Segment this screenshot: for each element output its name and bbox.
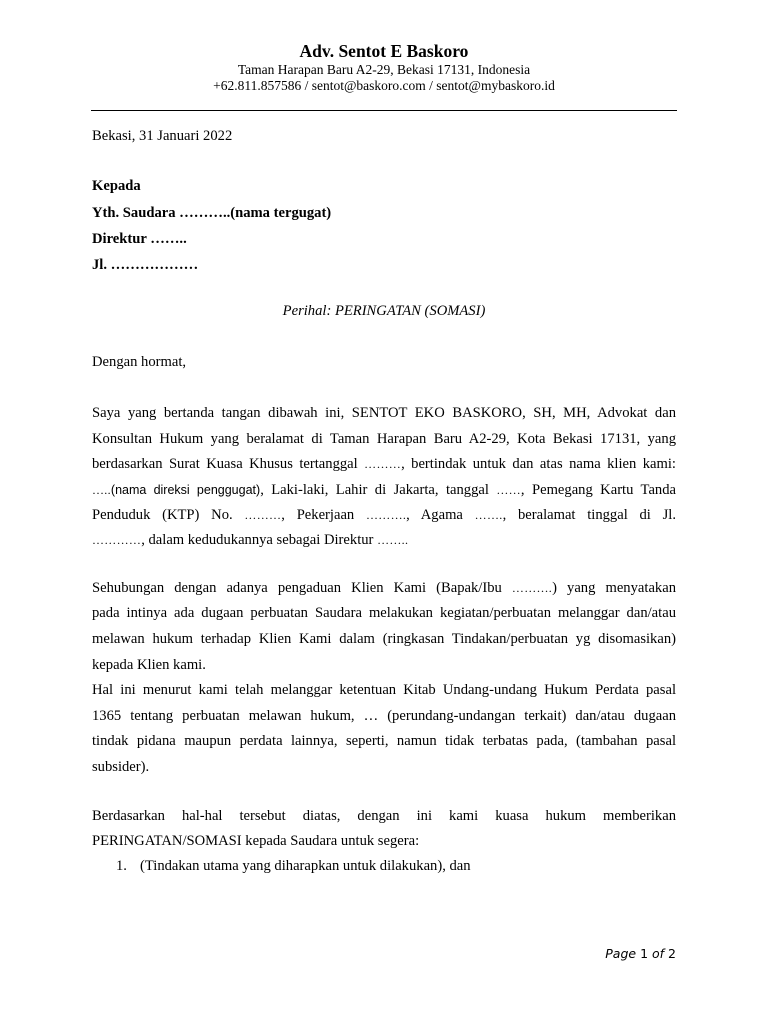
paragraph-3-line-1: Berdasarkan hal-hal tersebut diatas, dengan ini kami kuasa hukum memberikan	[92, 808, 676, 824]
paragraph-2-line-2: pada intinya ada dugaan perbuatan Saudara melakukan kegiatan/perbuatan melanggar dan/atau	[92, 605, 676, 621]
paragraph-2-line-7: tindak pidana maupun perdata lainnya, seperti, namun tidak terbatas pada, (tambahan pasal	[92, 733, 676, 749]
paragraph-2-line-3: melawan hukum terhadap Klien Kami dalam (ringkasan Tindakan/perbuatan yg disomasikan)	[92, 631, 676, 647]
paragraph-2-line-5: Hal ini menurut kami telah melanggar ketentuan Kitab Undang-undang Hukum Perdata pasal	[92, 682, 676, 698]
paragraph-1-line-5: Penduduk (KTP) No. ………, Pekerjaan ………., Agama ……., beralamat tinggal di Jl.	[92, 507, 676, 523]
page-footer	[605, 946, 676, 961]
paragraph-1-line-1: Saya yang bertanda tangan dibawah ini, SENTOT EKO BASKORO, SH, MH, Advokat dan	[92, 405, 676, 421]
date-line: Bekasi, 31 Januari 2022	[92, 128, 233, 144]
footer-page-total: 2	[668, 946, 676, 961]
letterhead	[0, 40, 768, 94]
paragraph-2-line-6: 1365 tentang perbuatan melawan hukum, … (perundang-undangan terkait) dan/atau dugaan	[92, 708, 676, 724]
paragraph-3-line-2: PERINGATAN/SOMASI kepada Saudara untuk segera:	[92, 833, 420, 849]
recipient-kepada: Kepada	[92, 178, 141, 194]
letterhead-name: Adv. Sentot E Baskoro	[299, 41, 469, 61]
list-item-text: (Tindakan utama yang diharapkan untuk dilakukan), dan	[140, 858, 471, 874]
greeting: Dengan hormat,	[92, 354, 187, 370]
paragraph-1-line-6: …………, dalam kedudukannya sebagai Direktur ……..	[92, 532, 409, 548]
letterhead-address: Taman Harapan Baru A2-29, Bekasi 17131, Indonesia	[237, 62, 531, 77]
paragraph-1-line-3: berdasarkan Surat Kuasa Khusus tertanggal ………, bertindak untuk dan atas nama klien kami:	[92, 456, 676, 472]
letterhead-divider	[91, 110, 677, 111]
recipient-title: Direktur ……..	[92, 231, 187, 247]
recipient-name: Yth. Saudara ………..(nama tergugat)	[92, 205, 332, 221]
footer-page-word: Page	[605, 946, 637, 961]
paragraph-1-line-4: …..(nama direksi penggugat), Laki-laki, Lahir di Jakarta, tanggal ……, Pemegang Kartu Tanda	[92, 482, 676, 498]
paragraph-2-line-8: subsider).	[92, 759, 150, 775]
letterhead-contact: +62.811.857586 / sentot@baskoro.com / sentot@mybaskoro.id	[213, 78, 555, 93]
footer-page-number: 1	[640, 946, 649, 961]
paragraph-2-line-1: Sehubungan dengan adanya pengaduan Klien Kami (Bapak/Ibu ……….) yang menyatakan	[92, 580, 676, 596]
paragraph-1-line-2: Konsultan Hukum yang beralamat di Taman Harapan Baru A2-29, Kota Bekasi 17131, yang	[92, 431, 676, 447]
recipient-address: Jl. ………………	[92, 257, 199, 273]
paragraph-2-line-4: kepada Klien kami.	[92, 657, 206, 673]
subject-line: Perihal: PERINGATAN (SOMASI)	[282, 303, 486, 319]
list-item-number: 1.	[116, 858, 127, 874]
footer-of-word: of	[652, 946, 665, 961]
